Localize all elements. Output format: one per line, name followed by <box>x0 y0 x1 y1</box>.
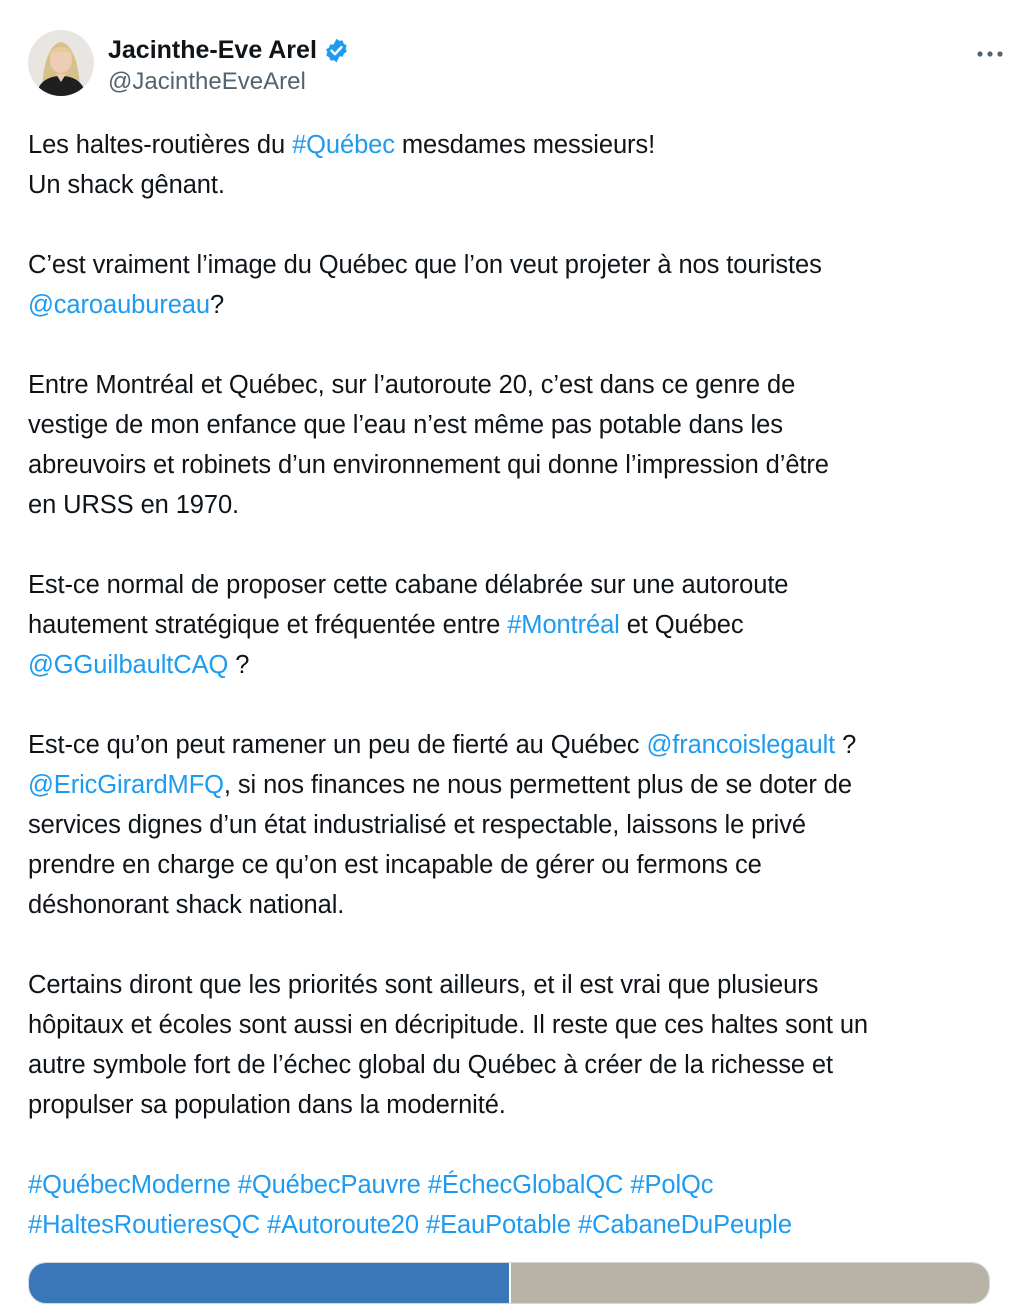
mention-link[interactable]: @GGuilbaultCAQ <box>28 651 229 679</box>
text-segment: hautement stratégique et fréquentée entre <box>28 611 508 639</box>
mention-link[interactable]: @EricGirardMFQ <box>28 771 224 799</box>
text-segment: mesdames messieurs! <box>394 131 656 159</box>
tweet-header <box>28 30 1008 102</box>
media-image[interactable] <box>511 1263 989 1303</box>
mention-link[interactable]: @caroaubureau <box>28 291 210 319</box>
text-line <box>28 645 1003 685</box>
hashtag-link[interactable]: #QuébecModerne <box>28 1171 231 1199</box>
text-segment: Les haltes-routières du <box>28 131 293 159</box>
paragraph-3 <box>28 365 1003 525</box>
display-name-row <box>108 34 350 66</box>
hashtag-link[interactable]: #QuébecPauvre <box>237 1171 421 1199</box>
text-line <box>28 605 1003 645</box>
author-names <box>108 34 350 96</box>
hashtag-link[interactable]: #Montréal <box>507 611 620 639</box>
text-line: Un shack gênant. <box>28 171 225 199</box>
author-display-name[interactable]: Jacinthe-Eve Arel <box>108 35 317 64</box>
text-line: autre symbole fort de l’échec global du Québec à créer de la richesse et <box>28 1051 834 1079</box>
hashtag-link[interactable]: #EauPotable <box>425 1211 571 1239</box>
text-line: services dignes d’un état industrialisé et respectable, laissons le privé <box>28 811 806 839</box>
text-segment: , si nos finances ne nous permettent plus de se doter de <box>223 771 852 799</box>
media-image[interactable] <box>29 1263 509 1303</box>
paragraph-1 <box>28 125 1003 205</box>
more-options-icon[interactable] <box>972 36 1008 72</box>
hashtags <box>28 1165 1003 1245</box>
hashtag-link[interactable]: #CabaneDuPeuple <box>577 1211 792 1239</box>
verified-badge-icon[interactable] <box>323 37 350 64</box>
text-line <box>28 285 1003 325</box>
text-segment: ? <box>228 651 250 679</box>
hashtag-link[interactable]: #ÉchecGlobalQC <box>427 1171 624 1199</box>
tweet-text <box>28 125 1003 1245</box>
text-line: propulser sa population dans la modernité. <box>28 1091 506 1119</box>
avatar-image <box>28 30 94 96</box>
hashtag-line <box>28 1165 1003 1205</box>
paragraph-6 <box>28 965 1003 1125</box>
text-segment: ? <box>835 731 857 759</box>
hashtag-link[interactable]: #PolQc <box>630 1171 714 1199</box>
text-line: Certains diront que les priorités sont ailleurs, et il est vrai que plusieurs <box>28 971 819 999</box>
text-line: en URSS en 1970. <box>28 491 240 519</box>
text-segment: et Québec <box>619 611 744 639</box>
text-line: déshonorant shack national. <box>28 891 345 919</box>
text-line: abreuvoirs et robinets d’un environnement qui donne l’impression d’être <box>28 451 829 479</box>
paragraph-4 <box>28 565 1003 685</box>
avatar[interactable] <box>28 30 94 96</box>
hashtag-link[interactable]: #Québec <box>292 131 395 159</box>
text-line: Entre Montréal et Québec, sur l’autoroute 20, c’est dans ce genre de <box>28 371 796 399</box>
hashtag-line <box>28 1205 1003 1245</box>
media-attachments <box>28 1262 990 1304</box>
hashtag-link[interactable]: #HaltesRoutieresQC <box>28 1211 261 1239</box>
mention-link[interactable]: @francoislegault <box>646 731 836 759</box>
text-segment: Est-ce qu’on peut ramener un peu de fierté au Québec <box>28 731 647 759</box>
paragraph-2 <box>28 245 1003 325</box>
text-line <box>28 725 1003 765</box>
paragraph-5 <box>28 725 1003 925</box>
text-line: Est-ce normal de proposer cette cabane délabrée sur une autoroute <box>28 571 789 599</box>
text-line: C’est vraiment l’image du Québec que l’on veut projeter à nos touristes <box>28 251 822 279</box>
text-line: prendre en charge ce qu’on est incapable de gérer ou fermons ce <box>28 851 762 879</box>
text-segment: ? <box>209 291 225 319</box>
text-line <box>28 125 1003 165</box>
text-line: hôpitaux et écoles sont aussi en décripitude. Il reste que ces haltes sont un <box>28 1011 868 1039</box>
author-handle[interactable]: @JacintheEveArel <box>108 68 306 95</box>
text-line: vestige de mon enfance que l’eau n’est même pas potable dans les <box>28 411 783 439</box>
hashtag-link[interactable]: #Autoroute20 <box>267 1211 419 1239</box>
text-line <box>28 765 1003 805</box>
